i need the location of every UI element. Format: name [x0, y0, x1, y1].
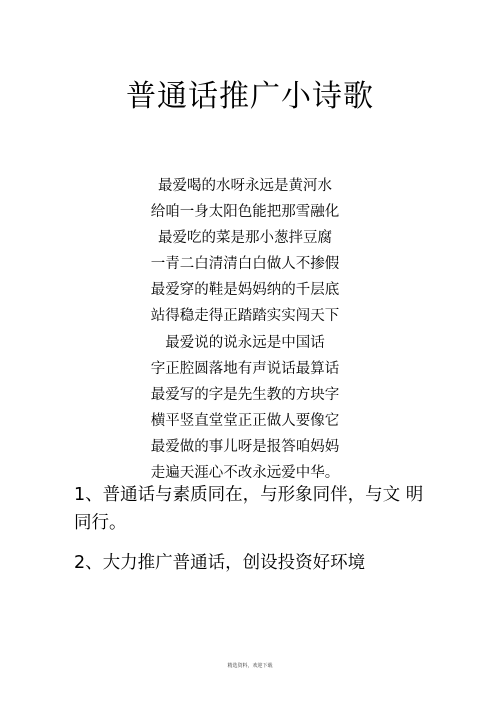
poem-line: 最爱穿的鞋是妈妈纳的千层底 — [150, 282, 340, 299]
poem-line: 给咱一身太阳色能把那雪融化 — [150, 204, 340, 221]
page-title: 普通话推广小诗歌 — [126, 79, 374, 114]
poem-line: 一青二白清清白白做人不掺假 — [150, 256, 340, 273]
poem — [0, 173, 490, 486]
poem-line: 字正腔圆落地有声说话最算话 — [150, 360, 340, 377]
poem-line: 站得稳走得正踏踏实实闯天下 — [150, 308, 340, 325]
poem-line: 最爱写的字是先生教的方块字 — [150, 386, 340, 403]
slogan-item: 1、普通话与素质同在，与形象同伴，与文 明同行。 — [74, 485, 424, 533]
poem-line: 最爱做的事儿呀是报答咱妈妈 — [150, 438, 340, 455]
slogan-list — [74, 481, 434, 577]
slogan-item: 2、大力推广普通话，创设投资好环境 — [74, 553, 366, 573]
poem-line: 最爱吃的菜是那小葱拌豆腐 — [158, 230, 332, 247]
footer-note: 精选资料，欢迎下载 — [227, 663, 273, 669]
poem-line: 最爱喝的水呀永远是黄河水 — [158, 178, 332, 194]
poem-line: 横平竖直堂堂正正做人要像它 — [150, 412, 340, 429]
poem-line: 走遍天涯心不改永远爱中华。 — [150, 465, 340, 482]
poem-line: 最爱说的说永远是中国话 — [165, 334, 325, 351]
